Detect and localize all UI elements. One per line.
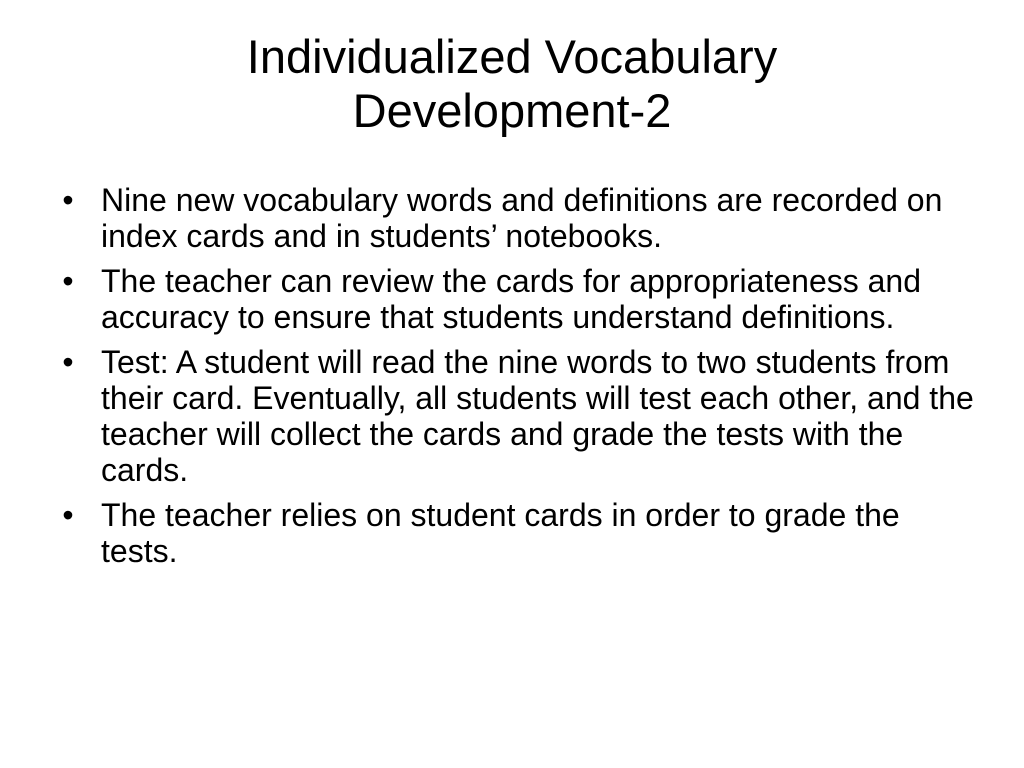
bullet-text: The teacher can review the cards for appropriateness and accuracy to ensure that students understand definitions. [101,263,922,335]
bullet-text: Nine new vocabulary words and definitions are recorded on index cards and in students’ notebooks. [101,182,943,254]
bullet-item [58,182,978,254]
bullet-item [58,263,978,335]
bullet-text: The teacher relies on student cards in order to grade the tests. [101,497,900,569]
bullet-item [58,497,978,569]
bullet-icon: • [62,344,74,380]
bullet-list [58,182,978,578]
bullet-icon: • [62,182,74,218]
bullet-icon: • [62,497,74,533]
slide-title: Individualized Vocabulary Development-2 [246,30,778,137]
bullet-text: Test: A student will read the nine words to two students from their card. Eventually, all students will test each other, and the teacher will collect the cards and grade the tests with the cards. [101,344,974,488]
bullet-item [58,344,978,488]
bullet-icon: • [62,263,74,299]
